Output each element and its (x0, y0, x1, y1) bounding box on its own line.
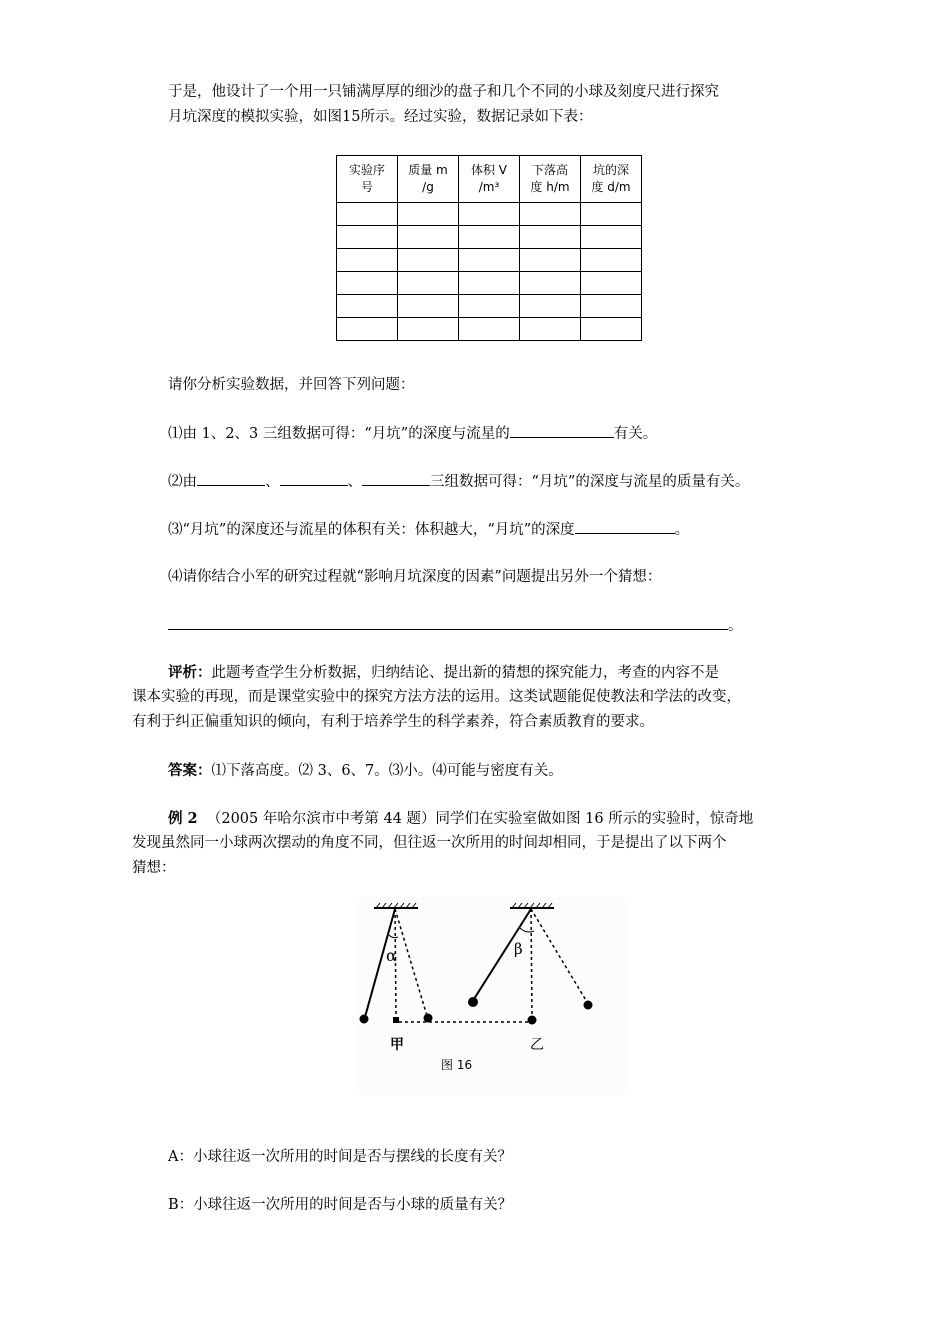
ball-yi-right (584, 1001, 593, 1010)
table-row (337, 249, 642, 272)
ball-jia-center (393, 1017, 399, 1023)
ball-yi-center (528, 1016, 537, 1025)
header-cell-index: 实验序 号 (337, 156, 398, 203)
example2-label: 例 2 (168, 810, 198, 827)
answer-blank-4[interactable] (168, 613, 728, 630)
answer-blank-3[interactable] (575, 517, 675, 534)
answer-blank-2c[interactable] (362, 469, 430, 486)
table-row (337, 318, 642, 341)
guess-b: B：小球往返一次所用的时间是否与小球的质量有关？ (168, 1197, 513, 1213)
question-1: ⑴由 1、2、3 三组数据可得：“月坑”的深度与流星的 有关。 (168, 421, 828, 447)
analysis-label: 评析： (168, 664, 212, 681)
intro-line-1: 于是，他设计了一个用一只铺满厚厚的细沙的盘子和几个不同的小球及刻度尺进行探究 (168, 84, 719, 100)
table-row (337, 295, 642, 318)
question-4: ⑷请你结合小军的研究过程就“影响月坑深度的因素”问题提出另外一个猜想： (168, 569, 662, 585)
table-header-row (337, 156, 642, 203)
question-3: ⑶“月坑”的深度还与流星的体积有关：体积越大，“月坑”的深度 。 (168, 517, 828, 543)
header-cell-mass: 质量 m /g (398, 156, 459, 203)
answer-blank-2b[interactable] (280, 469, 348, 486)
answer-blank-2a[interactable] (197, 469, 265, 486)
pendulum-diagram (358, 897, 626, 1095)
example2-line-3: 猜想： (132, 860, 176, 876)
header-cell-volume: 体积 V /m³ (459, 156, 520, 203)
ball-jia-right (424, 1014, 433, 1023)
data-table (336, 155, 642, 341)
table-row (337, 226, 642, 249)
label-jia: 甲 (390, 1037, 404, 1053)
ball-jia-left (360, 1015, 369, 1024)
answer-line: 答案：⑴下落高度。⑵ 3、6、7。⑶小。⑷可能与密度有关。 (168, 762, 563, 779)
table-row (337, 272, 642, 295)
intro-line-2: 月坑深度的模拟实验，如图15所示。经过实验，数据记录如下表： (168, 109, 593, 125)
angle-alpha-label: α (386, 946, 397, 965)
example2-line-2: 发现虽然同一小球两次摆动的角度不同，但往返一次所用的时间却相同，于是提出了以下两个 (132, 835, 727, 851)
header-cell-height: 下落高 度 h/m (520, 156, 581, 203)
angle-beta-label: β (514, 940, 523, 958)
figure-caption: 图 16 (441, 1058, 473, 1072)
analysis-line-1: 评析：此题考查学生分析数据，归纳结论、提出新的猜想的探究能力，考查的内容不是 (168, 664, 719, 681)
question-4-answer-line: 。 (168, 613, 828, 639)
label-yi: 乙 (530, 1037, 544, 1053)
analysis-line-3: 有利于纠正偏重知识的倾向，有利于培养学生的科学素养，符合素质教育的要求。 (132, 714, 654, 730)
answer-label: 答案： (168, 762, 212, 779)
answer-blank-1[interactable] (510, 421, 614, 438)
question-prompt: 请你分析实验数据，并回答下列问题： (168, 377, 415, 393)
question-2: ⑵由 、 、 三组数据可得：“月坑”的深度与流星的质量有关。 (168, 469, 828, 495)
ball-yi-left (468, 997, 478, 1007)
pendulum-figure (358, 897, 626, 1095)
header-cell-depth: 坑的深 度 d/m (581, 156, 642, 203)
analysis-line-2: 课本实验的再现，而是课堂实验中的探究方法方法的运用。这类试题能促使教法和学法的改变， (132, 689, 741, 705)
guess-a: A：小球往返一次所用的时间是否与摆线的长度有关？ (168, 1149, 512, 1165)
table-row (337, 203, 642, 226)
example2-line-1: 例 2 （2005 年哈尔滨市中考第 44 题）同学们在实验室做如图 16 所示的实验时，惊奇地 (168, 810, 754, 827)
